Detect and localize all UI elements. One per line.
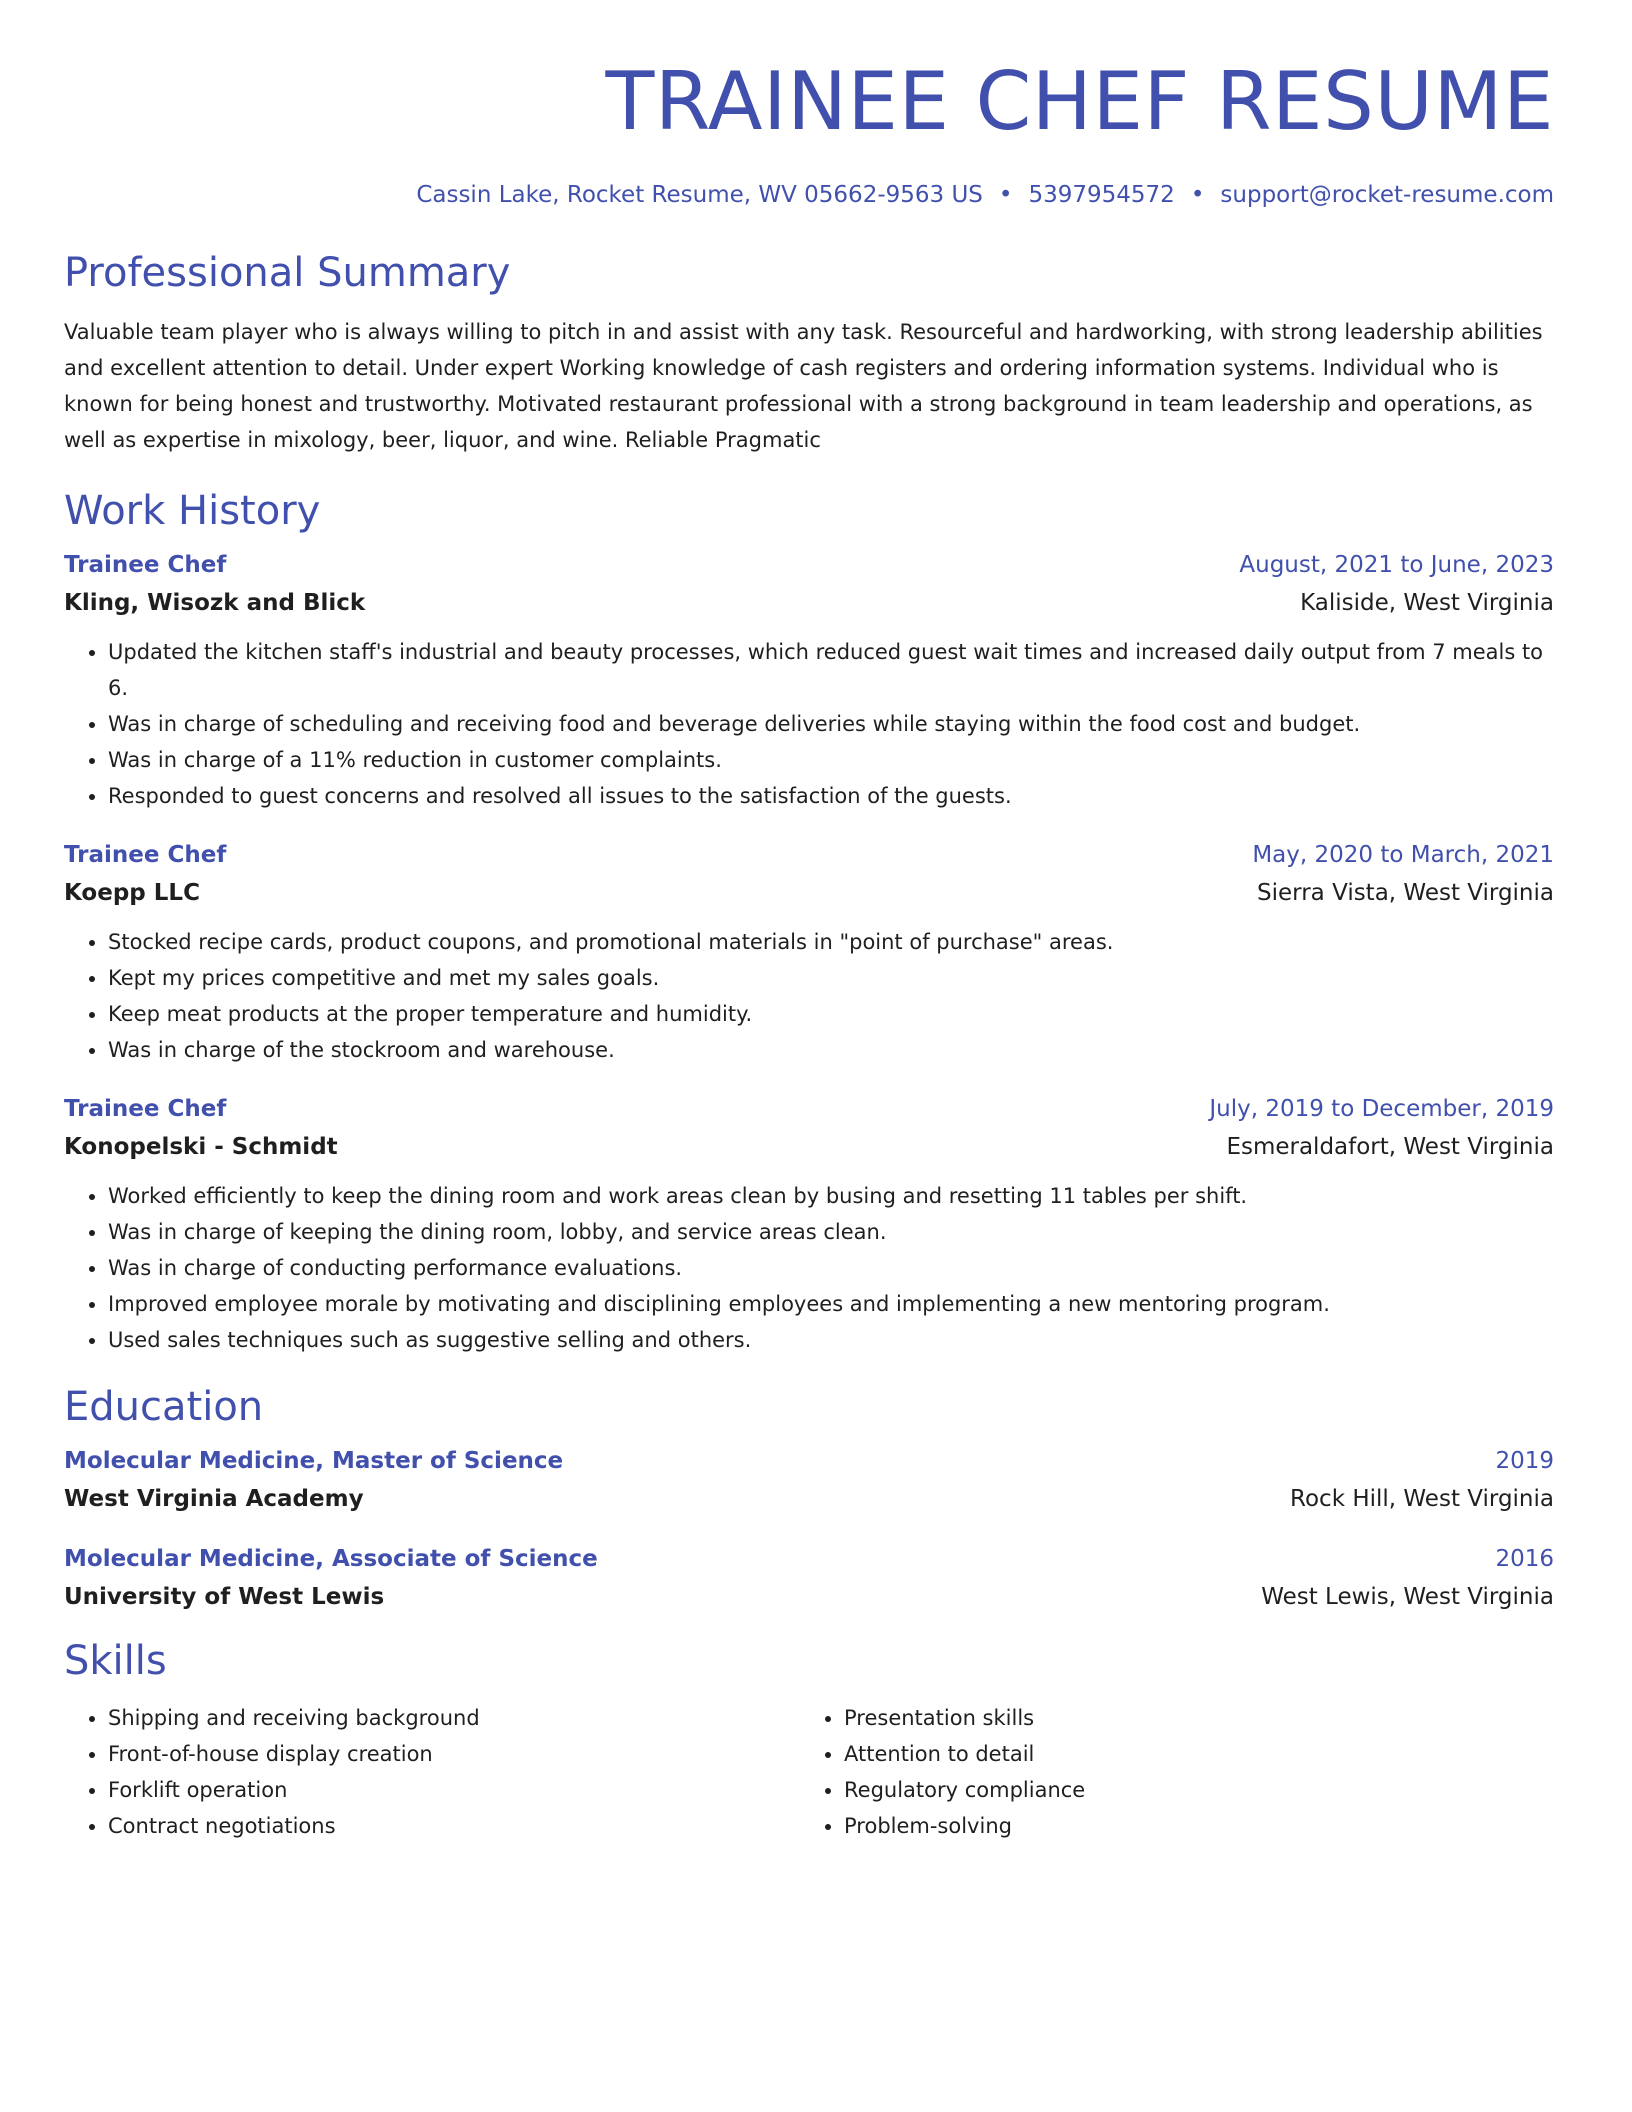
- contact-separator: •: [1190, 182, 1205, 208]
- contact-address: Cassin Lake, Rocket Resume, WV 05662-9563 US: [416, 182, 983, 208]
- skill-item: • Presentation skills: [844, 1700, 1536, 1736]
- job-entry: [64, 840, 1554, 1068]
- summary-text: Valuable team player who is always willing to pitch in and assist with any task. Resourceful and hardworking, with strong leadership abilities and excellent attention to detail. Under expert Working knowledge of cash registers and ordering information systems. Individual who is known for being honest and trustworthy. Motivated restaurant professional with a strong background in team leadership and operations, as well as expertise in mixology, beer, liquor, and wine. Reliable Pragmatic: [64, 320, 1543, 452]
- job-title: Trainee Chef: [64, 842, 227, 868]
- skill-item: • Contract negotiations: [108, 1808, 800, 1844]
- school-name: University of West Lewis: [64, 1584, 385, 1610]
- list-item: • Was in charge of a 11% reduction in customer complaints.: [108, 742, 1554, 778]
- job-location: Kaliside, West Virginia: [1300, 590, 1554, 616]
- degree-title: Molecular Medicine, Master of Science: [64, 1448, 564, 1474]
- skill-item: • Attention to detail: [844, 1736, 1536, 1772]
- skills-heading: Skills: [64, 1638, 167, 1684]
- list-item: • Improved employee morale by motivating and disciplining employees and implementing a new mentoring program.: [108, 1286, 1554, 1322]
- list-item: • Worked efficiently to keep the dining room and work areas clean by busing and resetting 11 tables per shift.: [108, 1178, 1554, 1214]
- resume-title: TRAINEE CHEF RESUME: [605, 55, 1554, 148]
- list-item: • Stocked recipe cards, product coupons, and promotional materials in "point of purchase" areas.: [108, 924, 1554, 960]
- skill-item: • Shipping and receiving background: [108, 1700, 800, 1736]
- graduation-year: 2016: [1495, 1546, 1554, 1572]
- job-title: Trainee Chef: [64, 552, 227, 578]
- job-entry: [64, 1094, 1554, 1358]
- skill-item: • Regulatory compliance: [844, 1772, 1536, 1808]
- list-item: • Responded to guest concerns and resolved all issues to the satisfaction of the guests.: [108, 778, 1554, 814]
- list-item: • Was in charge of scheduling and receiving food and beverage deliveries while staying within the food cost and budget.: [108, 706, 1554, 742]
- list-item: • Keep meat products at the proper temperature and humidity.: [108, 996, 1554, 1032]
- school-location: Rock Hill, West Virginia: [1290, 1486, 1554, 1512]
- skill-item: • Front-of-house display creation: [108, 1736, 800, 1772]
- job-duties-list: [64, 634, 1554, 814]
- job-duties-list: [64, 1178, 1554, 1358]
- list-item: • Was in charge of the stockroom and warehouse.: [108, 1032, 1554, 1068]
- list-item: • Was in charge of conducting performance evaluations.: [108, 1250, 1554, 1286]
- contact-phone: 5397954572: [1028, 182, 1175, 208]
- education-entry: [64, 1544, 1554, 1612]
- contact-line: [64, 180, 1554, 210]
- skills-columns: [64, 1700, 1554, 1844]
- job-location: Sierra Vista, West Virginia: [1257, 880, 1554, 906]
- school-name: West Virginia Academy: [64, 1486, 364, 1512]
- degree-title: Molecular Medicine, Associate of Science: [64, 1546, 598, 1572]
- skills-list-left: [64, 1700, 800, 1844]
- job-dates: May, 2020 to March, 2021: [1252, 842, 1554, 868]
- contact-separator: •: [998, 182, 1013, 208]
- job-company: Konopelski - Schmidt: [64, 1134, 338, 1160]
- resume-page: [64, 0, 1554, 1844]
- summary-heading: Professional Summary: [64, 250, 511, 296]
- contact-email[interactable]: support@rocket-resume.com: [1220, 182, 1554, 208]
- list-item: • Updated the kitchen staff's industrial and beauty processes, which reduced guest wait times and increased daily output from 7 meals to 6.: [108, 634, 1554, 706]
- graduation-year: 2019: [1495, 1448, 1554, 1474]
- skills-list-right: [800, 1700, 1536, 1844]
- education-heading: Education: [64, 1384, 264, 1430]
- job-dates: July, 2019 to December, 2019: [1209, 1096, 1554, 1122]
- school-location: West Lewis, West Virginia: [1261, 1584, 1554, 1610]
- job-company: Kling, Wisozk and Blick: [64, 590, 366, 616]
- job-company: Koepp LLC: [64, 880, 200, 906]
- job-entry: [64, 550, 1554, 814]
- list-item: • Used sales techniques such as suggestive selling and others.: [108, 1322, 1554, 1358]
- education-entry: [64, 1446, 1554, 1514]
- list-item: • Was in charge of keeping the dining room, lobby, and service areas clean.: [108, 1214, 1554, 1250]
- job-duties-list: [64, 924, 1554, 1068]
- skill-item: • Problem-solving: [844, 1808, 1536, 1844]
- job-title: Trainee Chef: [64, 1096, 227, 1122]
- job-location: Esmeraldafort, West Virginia: [1226, 1134, 1554, 1160]
- list-item: • Kept my prices competitive and met my sales goals.: [108, 960, 1554, 996]
- work-history-heading: Work History: [64, 488, 321, 534]
- job-dates: August, 2021 to June, 2023: [1239, 552, 1554, 578]
- skill-item: • Forklift operation: [108, 1772, 800, 1808]
